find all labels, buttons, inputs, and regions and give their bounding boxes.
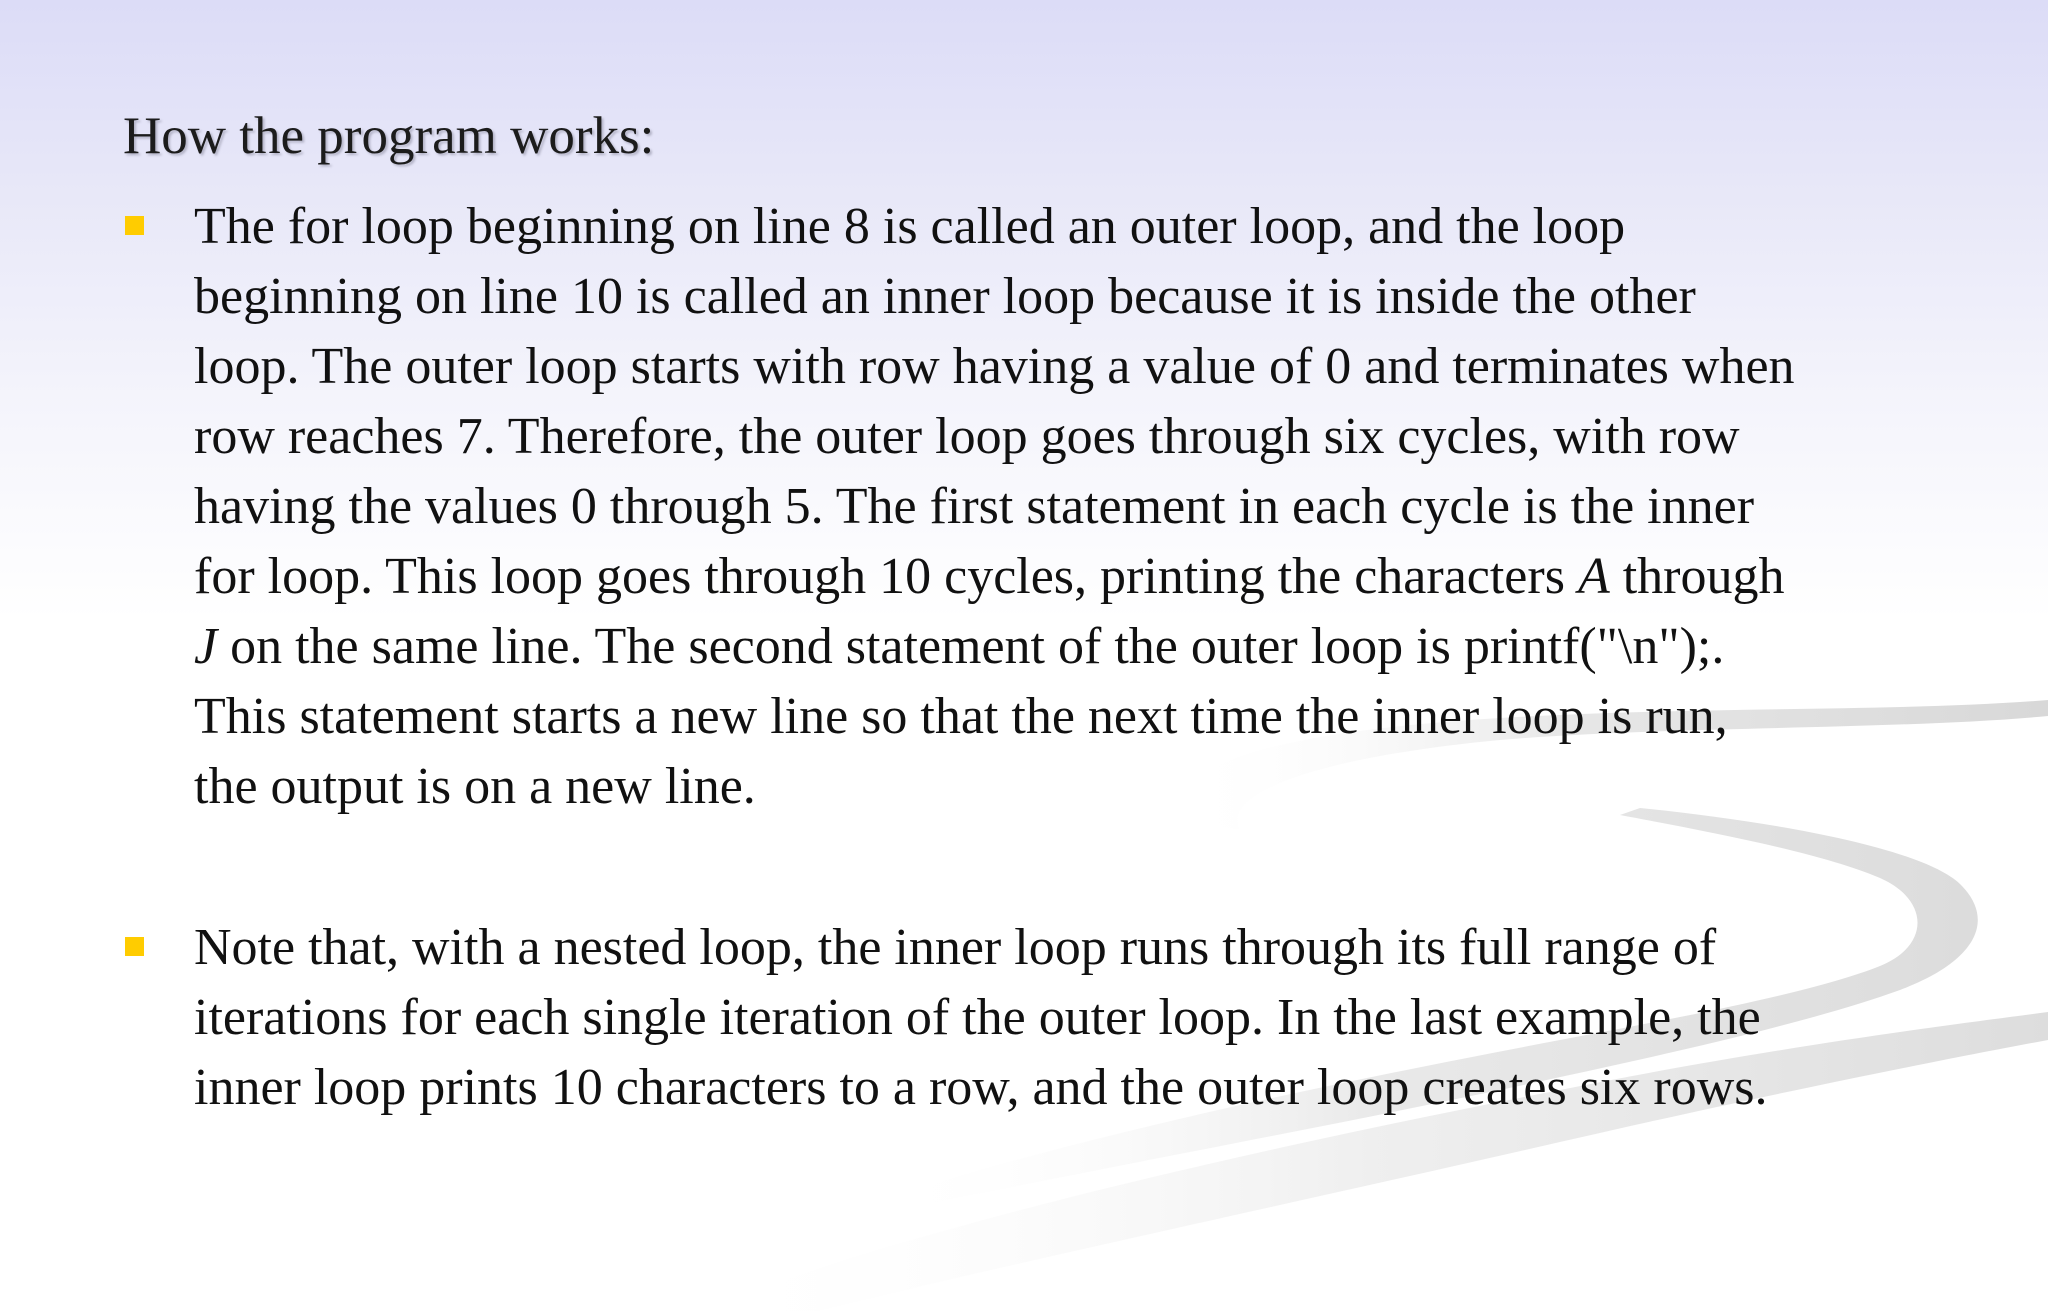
text-segment: for loop. This loop goes through 10 cycles, printing the characters (194, 548, 1578, 605)
text-segment: through (1609, 548, 1785, 605)
text-line: having the values 0 through 5. The first statement in each cycle is the inner (194, 478, 1755, 535)
text-line (194, 542, 1953, 612)
italic-letter: J (194, 618, 218, 675)
text-line: This statement starts a new line so that the next time the inner loop is run, (194, 688, 1728, 745)
bullet-item-nested-loop-note (123, 913, 1953, 1123)
text-line: The for loop beginning on line 8 is called an outer loop, and the loop (194, 198, 1626, 255)
italic-letter: A (1577, 548, 1610, 605)
bullet-item-outer-inner-loop (123, 192, 1953, 822)
bullet-text (194, 192, 1953, 822)
text-line: beginning on line 10 is called an inner loop because it is inside the other (194, 268, 1696, 325)
text-line (194, 612, 1953, 682)
bullet-text (194, 913, 1953, 1123)
text-line: row reaches 7. Therefore, the outer loop goes through six cycles, with row (194, 408, 1740, 465)
square-bullet-icon (125, 216, 144, 235)
text-line: inner loop prints 10 characters to a row, and the outer loop creates six rows. (194, 1059, 1768, 1116)
text-line: loop. The outer loop starts with row having a value of 0 and terminates when (194, 338, 1795, 395)
text-line: the output is on a new line. (194, 758, 756, 815)
text-line: Note that, with a nested loop, the inner loop runs through its full range of (194, 919, 1717, 976)
square-bullet-icon (125, 937, 144, 956)
text-segment: on the same line. The second statement of the outer loop is printf("\n");. (217, 618, 1725, 675)
text-line: iterations for each single iteration of the outer loop. In the last example, the (194, 989, 1761, 1046)
slide-title: How the program works: (123, 107, 655, 165)
